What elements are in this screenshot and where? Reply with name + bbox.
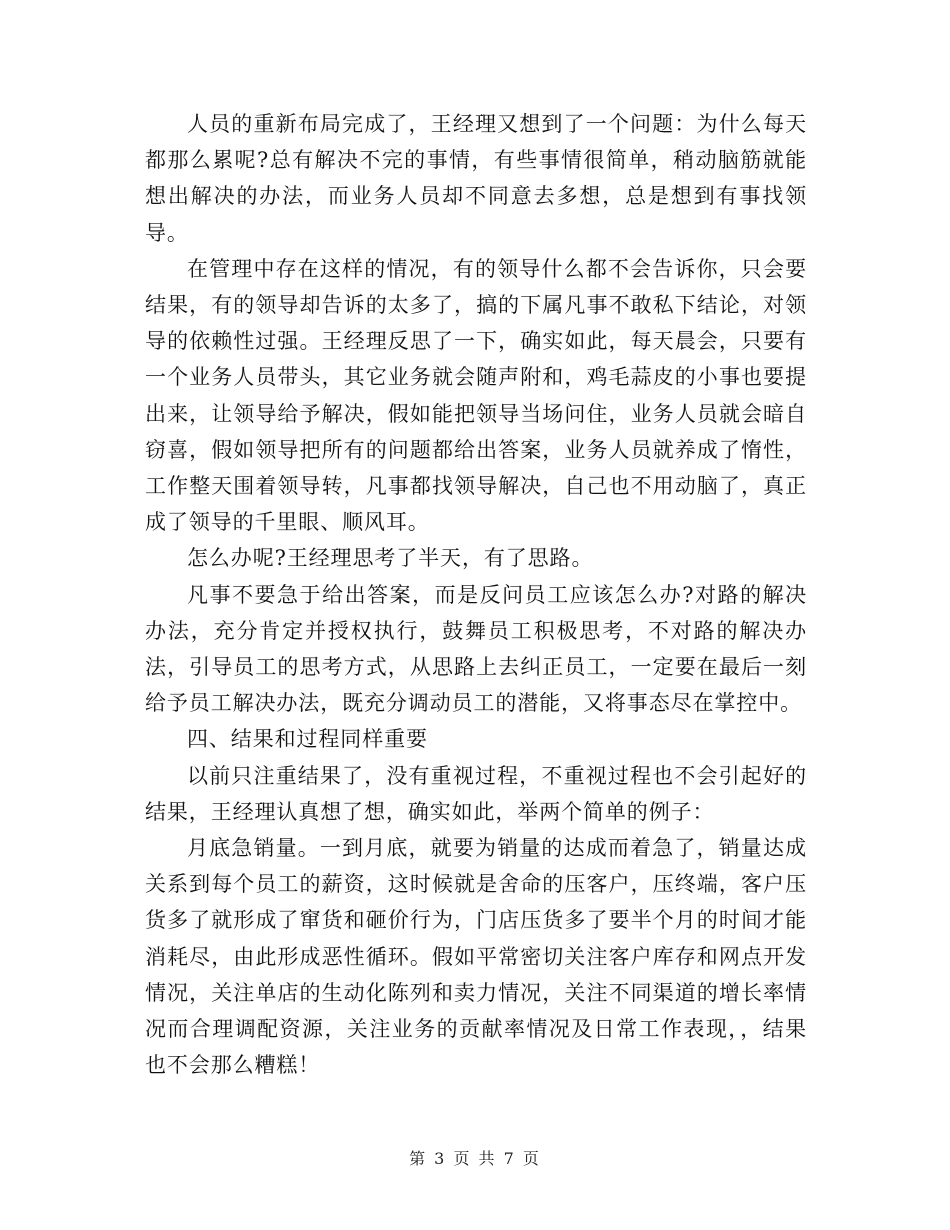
paragraph: 怎么办呢?王经理思考了半天，有了思路。 [187, 546, 594, 571]
paragraph: 以前只注重结果了，没有重视过程，不重视过程也不会引起好的结果，王经理认真想了想，确实如此，举两个简单的例子： [145, 763, 807, 824]
paragraph: 人员的重新布局完成了，王经理又想到了一个问题：为什么每天都那么累呢?总有解决不完的事情，有些事情很简单，稍动脑筋就能想出解决的办法，而业务人员却不同意去多想，总是想到有事找领导。 [145, 112, 807, 245]
paragraph: 凡事不要急于给出答案，而是反问员工应该怎么办?对路的解决办法，充分肯定并授权执行，鼓舞员工积极思考，不对路的解决办法，引导员工的思考方式，从思路上去纠正员工，一定要在最后一刻给予员工解决办法，既充分调动员工的潜能，又将事态尽在掌控中。 [145, 582, 807, 716]
page-number-footer: 第 3 页 共 7 页 [409, 1149, 541, 1168]
paragraph: 月底急销量。一到月底，就要为销量的达成而着急了，销量达成关系到每个员工的薪资，这时候就是舍命的压客户，压终端，客户压货多了就形成了窜货和砸价行为，门店压货多了要半个月的时间才能消耗尽，由此形成恶性循环。假如平常密切关注客户库存和网点开发情况，关注单店的生动化陈列和卖力情况，关注不同渠道的增长率情况而合理调配资源，关注业务的贡献率情况及日常工作表现，，结果也不会那么糟糕！ [145, 836, 807, 1078]
paragraph: 在管理中存在这样的情况，有的领导什么都不会告诉你，只会要结果，有的领导却告诉的太多了，搞的下属凡事不敢私下结论，对领导的依赖性过强。王经理反思了一下，确实如此，每天晨会，只要有一个业务人员带头，其它业务就会随声附和，鸡毛蒜皮的小事也要提出来，让领导给予解决，假如能把领导当场问住，业务人员就会暗自窃喜，假如领导把所有的问题都给出答案，业务人员就养成了惰性，工作整天围着领导转，凡事都找领导解决，自己也不用动脑了，真正成了领导的千里眼、顺风耳。 [145, 256, 807, 535]
document-body [145, 106, 807, 1083]
section-heading: 四、结果和过程同样重要 [187, 727, 428, 752]
